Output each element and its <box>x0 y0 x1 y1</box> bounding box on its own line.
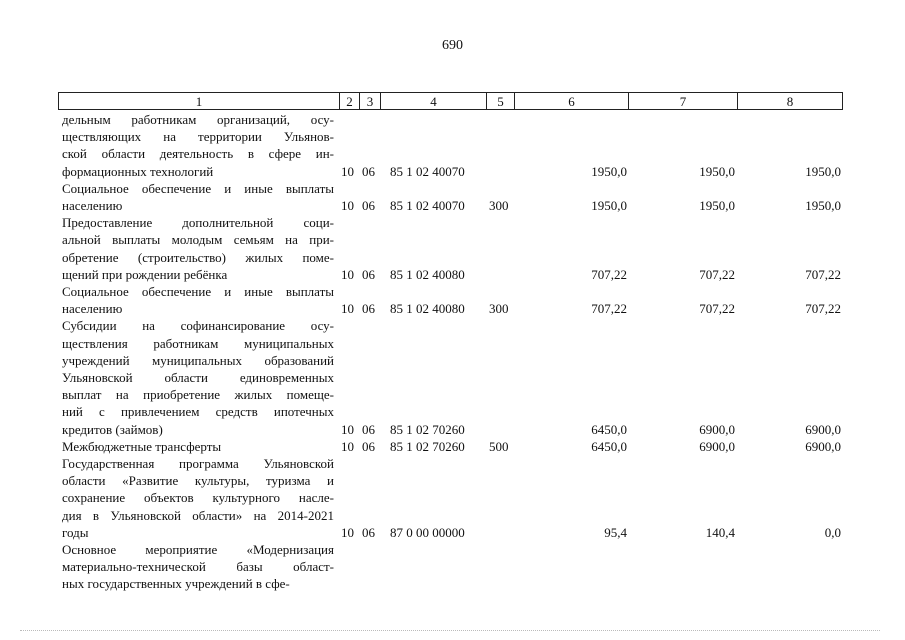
cell-col-8: 1950,0 <box>805 163 841 179</box>
header-col-4: 4 <box>430 94 437 109</box>
header-col-1: 1 <box>195 94 203 109</box>
description-line: формационных технологий <box>62 163 214 179</box>
description-line: населению <box>62 301 123 317</box>
cell-col-5: 500 <box>489 438 509 454</box>
cell-col-7: 140,4 <box>705 524 735 540</box>
description-line: кредитов (займов) <box>62 421 163 437</box>
cell-col-8: 707,22 <box>805 301 841 317</box>
cell-col-8: 6900,0 <box>805 438 841 454</box>
row-description <box>62 180 334 214</box>
cell-col-3: 06 <box>362 197 375 213</box>
row-description <box>62 214 334 283</box>
cell-col-4: 85 1 02 70260 <box>390 421 465 437</box>
cell-col-7: 1950,0 <box>699 163 735 179</box>
scan-edge-line <box>20 630 880 632</box>
description-line: Основное мероприятие «Модернизация <box>62 542 334 557</box>
description-line: Государственная программа Ульяновской <box>62 456 334 471</box>
cell-col-4: 85 1 02 40080 <box>390 266 465 282</box>
header-col-3: 3 <box>366 94 374 109</box>
cell-col-8: 0,0 <box>824 524 841 540</box>
table-row <box>0 455 905 541</box>
table-row <box>0 111 905 180</box>
row-description <box>62 283 334 317</box>
description-line: ществления работникам муниципальных <box>62 335 334 351</box>
cell-col-8: 1950,0 <box>805 197 841 213</box>
cell-col-3: 06 <box>362 266 375 282</box>
cell-col-5: 300 <box>489 301 509 317</box>
description-line: ществляющих на территории Ульянов- <box>62 129 334 145</box>
cell-col-2: 10 <box>341 524 354 540</box>
cell-col-2: 10 <box>341 421 354 437</box>
cell-col-3: 06 <box>362 438 375 454</box>
cell-col-7: 1950,0 <box>699 197 735 213</box>
description-line: годы <box>62 524 89 540</box>
table-header <box>58 92 843 110</box>
cell-col-4: 85 1 02 40070 <box>390 163 465 179</box>
description-line: Ульяновской области единовременных <box>62 370 334 385</box>
cell-col-6: 1950,0 <box>591 163 627 179</box>
cell-col-2: 10 <box>341 163 354 179</box>
cell-col-2: 10 <box>341 438 354 454</box>
cell-col-2: 10 <box>341 197 354 213</box>
cell-col-2: 10 <box>341 266 354 282</box>
description-line: ний с привлечением средств ипотечных <box>62 404 334 420</box>
description-line: Социальное обеспечение и иные выплаты <box>62 180 334 196</box>
cell-col-7: 707,22 <box>699 266 735 282</box>
description-line: ской области деятельность в сфере ин- <box>62 146 334 162</box>
description-line: выплат на приобретение жилых помеще- <box>62 387 334 403</box>
cell-col-6: 707,22 <box>591 301 627 317</box>
cell-col-7: 6900,0 <box>699 438 735 454</box>
cell-col-4: 87 0 00 00000 <box>390 524 465 540</box>
row-description <box>62 455 334 541</box>
cell-col-6: 6450,0 <box>591 438 627 454</box>
cell-col-3: 06 <box>362 301 375 317</box>
table-row <box>0 438 905 455</box>
description-line: дельным работникам организаций, осу- <box>62 112 334 127</box>
description-line: Межбюджетные трансферты <box>62 438 222 454</box>
page-number: 690 <box>442 38 463 53</box>
description-line: сохранение объектов культурного насле- <box>62 490 334 506</box>
table-row <box>0 317 905 437</box>
row-description <box>62 438 334 455</box>
description-line: альной выплаты молодым семьям на при- <box>62 232 334 248</box>
cell-col-2: 10 <box>341 301 354 317</box>
description-line: материально-технической базы област- <box>62 559 334 575</box>
description-line: населению <box>62 198 123 213</box>
cell-col-7: 6900,0 <box>699 421 735 437</box>
cell-col-7: 707,22 <box>699 301 735 317</box>
cell-col-4: 85 1 02 40070 <box>390 197 465 213</box>
cell-col-4: 85 1 02 70260 <box>390 438 465 454</box>
cell-col-6: 707,22 <box>591 266 627 282</box>
header-col-6: 6 <box>568 94 575 109</box>
cell-col-4: 85 1 02 40080 <box>390 301 465 317</box>
header-col-7: 7 <box>679 94 687 109</box>
description-line: учреждений муниципальных образований <box>62 352 334 368</box>
table-row <box>0 283 905 317</box>
cell-col-6: 6450,0 <box>591 421 627 437</box>
row-description <box>62 541 334 593</box>
cell-col-3: 06 <box>362 524 375 540</box>
description-line: области «Развитие культуры, туризма и <box>62 473 334 489</box>
cell-col-5: 300 <box>489 197 509 213</box>
cell-col-3: 06 <box>362 421 375 437</box>
description-line: ных государственных учреждений в сфе- <box>62 576 290 592</box>
header-col-2: 2 <box>346 94 353 109</box>
description-line: Предоставление дополнительной соци- <box>62 215 334 231</box>
cell-col-6: 1950,0 <box>591 197 627 213</box>
description-line: Субсидии на софинансирование осу- <box>62 318 334 334</box>
description-line: щений при рождении ребёнка <box>62 266 228 282</box>
description-line: обретение (строительство) жилых поме- <box>62 249 334 265</box>
table-row <box>0 180 905 214</box>
cell-col-3: 06 <box>362 163 375 179</box>
header-col-5: 5 <box>497 94 504 109</box>
description-line: Социальное обеспечение и иные выплаты <box>62 284 334 299</box>
cell-col-6: 95,4 <box>604 524 627 540</box>
row-description <box>62 111 334 180</box>
cell-col-8: 6900,0 <box>805 421 841 437</box>
table-row <box>0 541 905 593</box>
row-description <box>62 317 334 437</box>
table-row <box>0 214 905 283</box>
cell-col-8: 707,22 <box>805 266 841 282</box>
header-col-8: 8 <box>786 94 794 109</box>
description-line: дия в Ульяновской области» на 2014-2021 <box>62 507 334 523</box>
